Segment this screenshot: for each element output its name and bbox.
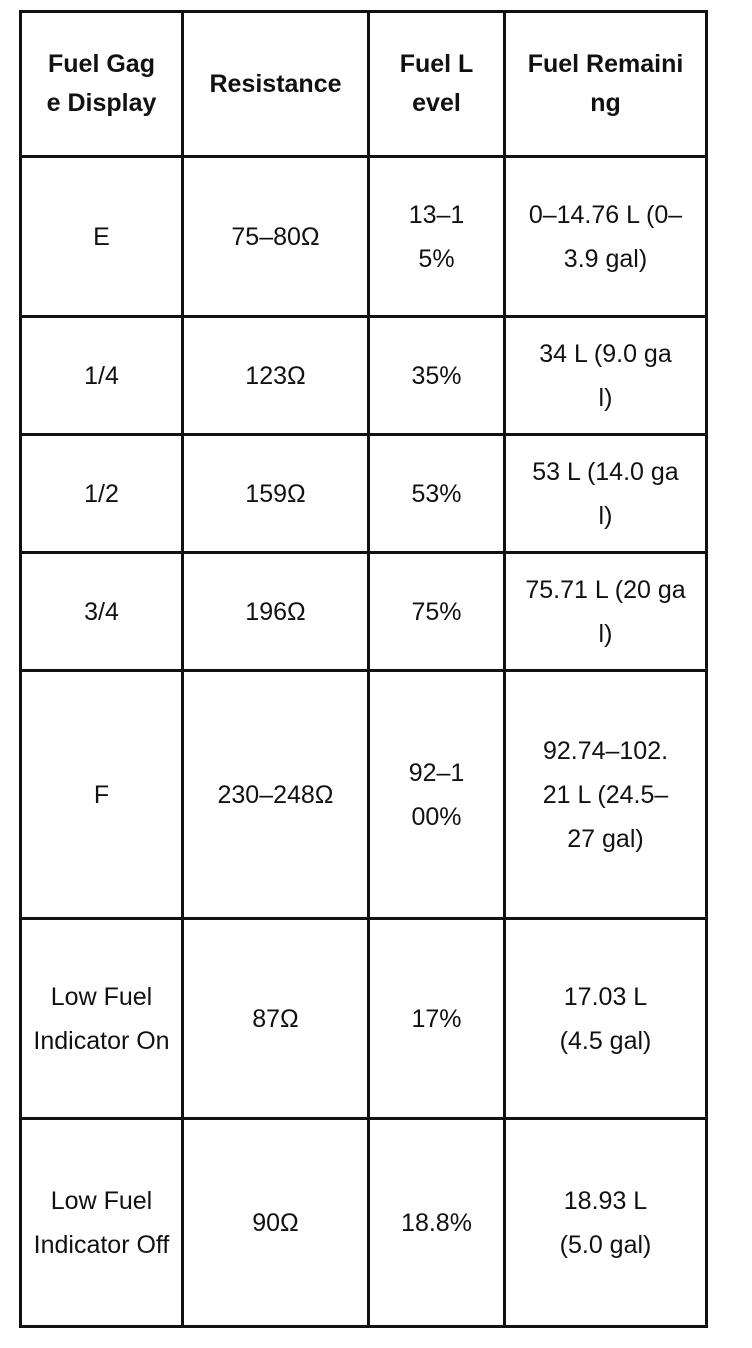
cell-fuel-level: 35% (369, 317, 505, 435)
cell-display: Low Fuel Indicator Off (21, 1119, 183, 1327)
cell-fuel-remaining: 0–14.76 L (0–3.9 gal) (505, 157, 707, 317)
cell-fuel-level: 13–15% (369, 157, 505, 317)
table-row (21, 317, 707, 435)
table-header-row (21, 12, 707, 157)
table-row (21, 919, 707, 1119)
cell-display: 1/2 (21, 435, 183, 553)
cell-resistance: 75–80Ω (183, 157, 369, 317)
cell-display: F (21, 671, 183, 919)
cell-display: E (21, 157, 183, 317)
table-row (21, 1119, 707, 1327)
cell-fuel-level: 53% (369, 435, 505, 553)
header-fuel-remaining: Fuel Remaining (505, 12, 707, 157)
cell-fuel-remaining: 53 L (14.0 gal) (505, 435, 707, 553)
cell-resistance: 159Ω (183, 435, 369, 553)
header-fuel-level: Fuel Level (369, 12, 505, 157)
cell-display: Low Fuel Indicator On (21, 919, 183, 1119)
cell-fuel-remaining: 92.74–102.21 L (24.5–27 gal) (505, 671, 707, 919)
cell-fuel-remaining: 17.03 L (4.5 gal) (505, 919, 707, 1119)
cell-fuel-remaining: 75.71 L (20 gal) (505, 553, 707, 671)
cell-fuel-level: 17% (369, 919, 505, 1119)
cell-resistance: 196Ω (183, 553, 369, 671)
table-row (21, 671, 707, 919)
cell-fuel-level: 75% (369, 553, 505, 671)
cell-resistance: 123Ω (183, 317, 369, 435)
table-row (21, 553, 707, 671)
cell-resistance: 230–248Ω (183, 671, 369, 919)
cell-fuel-level: 18.8% (369, 1119, 505, 1327)
cell-fuel-remaining: 18.93 L (5.0 gal) (505, 1119, 707, 1327)
fuel-gage-table (19, 10, 708, 1328)
table-row (21, 435, 707, 553)
cell-resistance: 90Ω (183, 1119, 369, 1327)
cell-fuel-remaining: 34 L (9.0 gal) (505, 317, 707, 435)
header-fuel-gage-display: Fuel Gage Display (21, 12, 183, 157)
table-row (21, 157, 707, 317)
header-resistance: Resistance (183, 12, 369, 157)
cell-resistance: 87Ω (183, 919, 369, 1119)
cell-display: 3/4 (21, 553, 183, 671)
cell-display: 1/4 (21, 317, 183, 435)
cell-fuel-level: 92–100% (369, 671, 505, 919)
